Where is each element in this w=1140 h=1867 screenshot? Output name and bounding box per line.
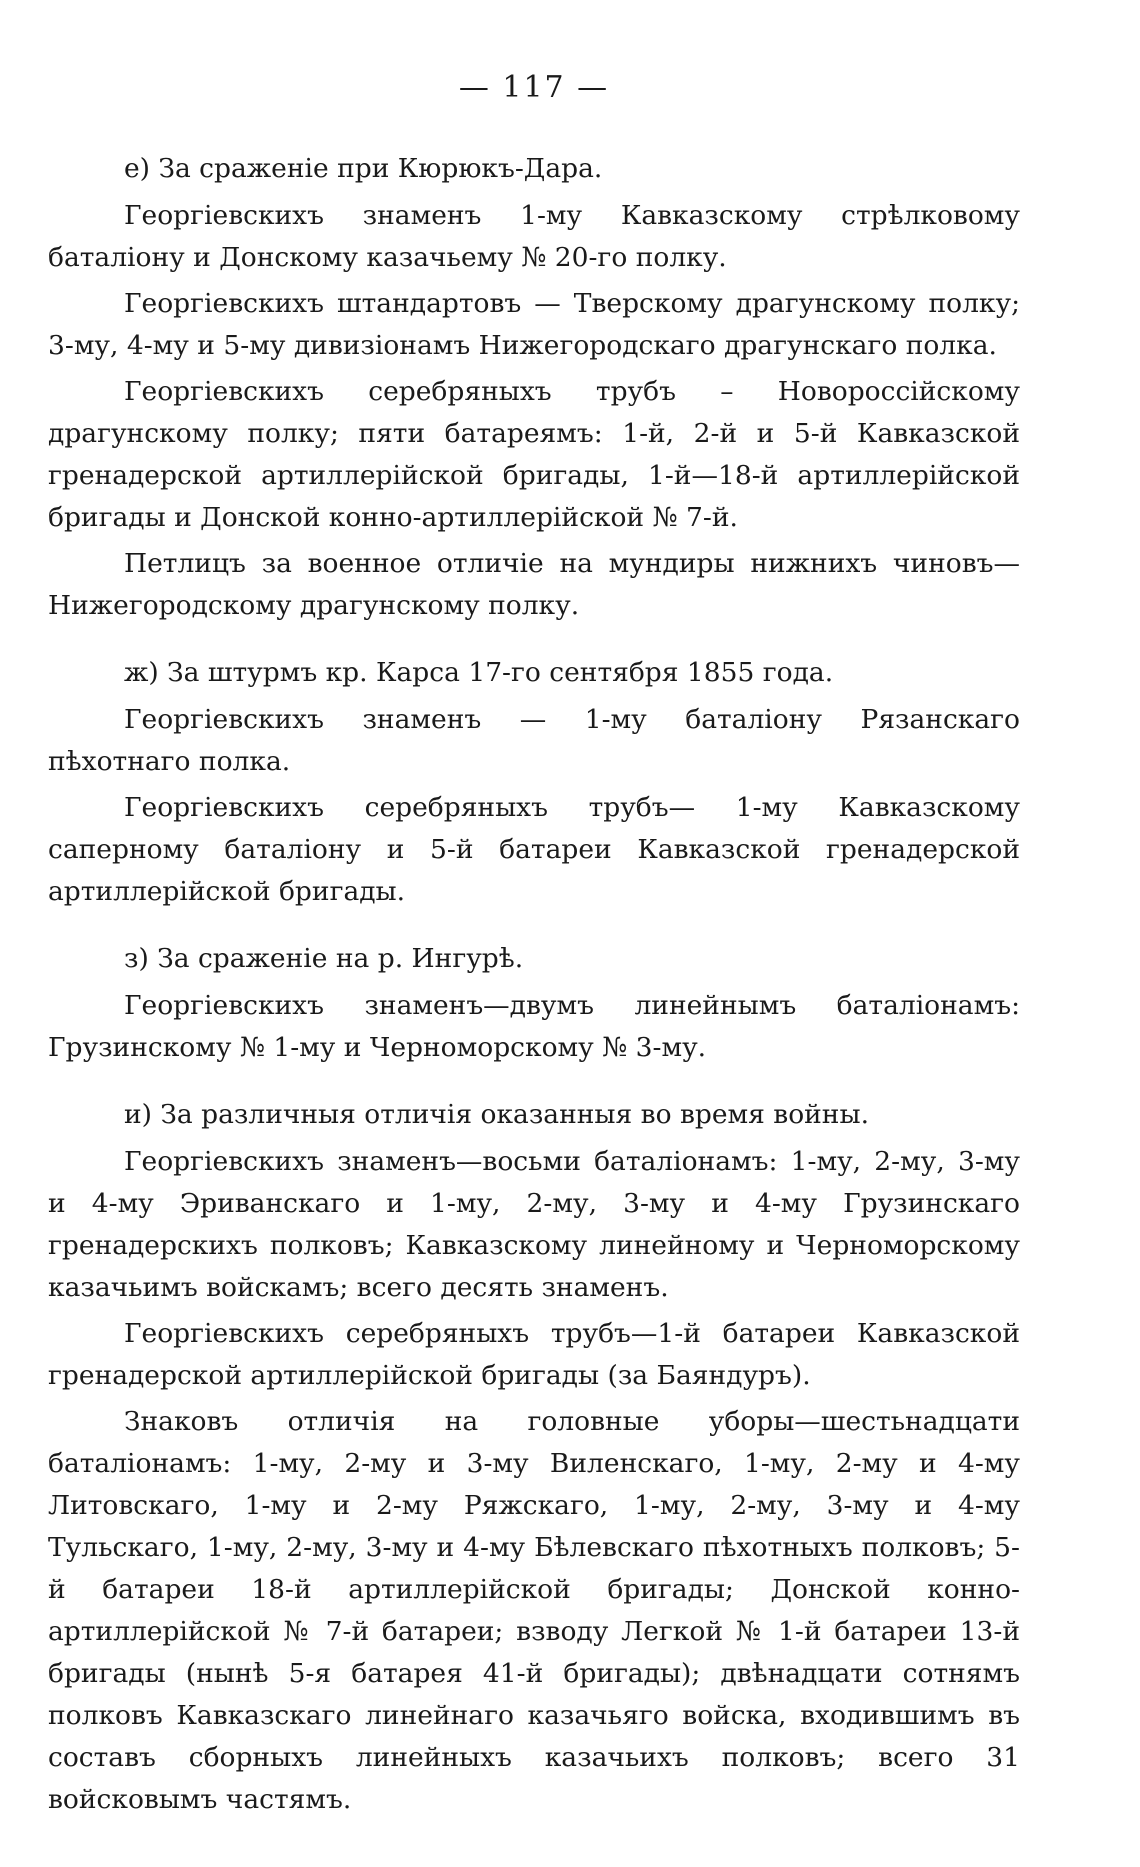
section-heading: е) За сраженіе при Кюрюкъ-Дара. (124, 153, 603, 184)
section-i (48, 1095, 1020, 1821)
paragraph: Георгіевскихъ знаменъ — 1-му баталіону Рязанскаго пѣхотнаго полка. (48, 704, 1020, 777)
section-z (48, 939, 1020, 1069)
paragraph: Георгіевскихъ серебряныхъ трубъ— 1-му Кавказскому саперному баталіону и 5-й батареи Кавказской гренадерской артиллерійской бригады. (48, 792, 1020, 907)
paragraph: Георгіевскихъ знаменъ—двумъ линейнымъ баталіонамъ: Грузинскому № 1-му и Черноморскому № 3-му. (48, 990, 1020, 1063)
section-heading: ж) За штурмъ кр. Карса 17-го сентября 1855 года. (124, 657, 834, 688)
section-heading: з) За сраженіе на р. Ингурѣ. (124, 943, 524, 974)
paragraph: Георгіевскихъ серебряныхъ трубъ—1-й батареи Кавказской гренадерской артиллерійской бригады (за Баяндуръ). (48, 1318, 1020, 1391)
paragraph: Георгіевскихъ штандартовъ — Тверскому драгунскому полку; 3-му, 4-му и 5-му дивизіонамъ Нижегородскаго драгунскаго полка. (48, 288, 1020, 361)
paragraph: Георгіевскихъ знаменъ—восьми баталіонамъ: 1-му, 2-му, 3-му и 4-му Эриванскаго и 1-му, 2-му, 3-му и 4-му Грузинскаго гренадерскихъ полковъ; Кавказскому линейному и Черноморскому казачьимъ войскамъ; всего десять знаменъ. (48, 1146, 1020, 1303)
section-zh (48, 653, 1020, 913)
paragraph: Георгіевскихъ серебряныхъ трубъ – Новороссійскому драгунскому полку; пяти батареямъ: 1-й, 2-й и 5-й Кавказской гренадерской артиллерійской бригады, 1-й—18-й артиллерійской бригады и Донской конно-артиллерійской № 7-й. (48, 376, 1020, 533)
page-number: — 117 — (458, 70, 610, 105)
section-e (48, 149, 1020, 627)
paragraph: Петлицъ за военное отличіе на мундиры нижнихъ чиновъ— Нижегородскому драгунскому полку. (48, 548, 1020, 621)
section-heading: и) За различныя отличія оказанныя во время войны. (124, 1099, 869, 1130)
paragraph: Георгіевскихъ знаменъ 1-му Кавказскому стрѣлковому баталіону и Донскому казачьему № 20-го полку. (48, 200, 1020, 273)
paragraph: Знаковъ отличія на головные уборы—шестьнадцати баталіонамъ: 1-му, 2-му и 3-му Виленскаго, 1-му, 2-му и 4-му Литовскаго, 1-му и 2-му Ряжскаго, 1-му, 2-му, 3-му и 4-му Тульскаго, 1-му, 2-му, 3-му и 4-му Бѣлевскаго пѣхотныхъ полковъ; 5-й батареи 18-й артиллерійской бригады; Донской конно-артиллерійской № 7-й батареи; взводу Легкой № 1-й батареи 13-й бригады (нынѣ 5-я батарея 41-й бригады); двѣнадцати сотнямъ полковъ Кавказскаго линейнаго казачьяго войска, входившимъ въ составъ сборныхъ линейныхъ казачьихъ полковъ; всего 31 войсковымъ частямъ. (48, 1406, 1020, 1815)
book-page (48, 70, 1020, 1847)
